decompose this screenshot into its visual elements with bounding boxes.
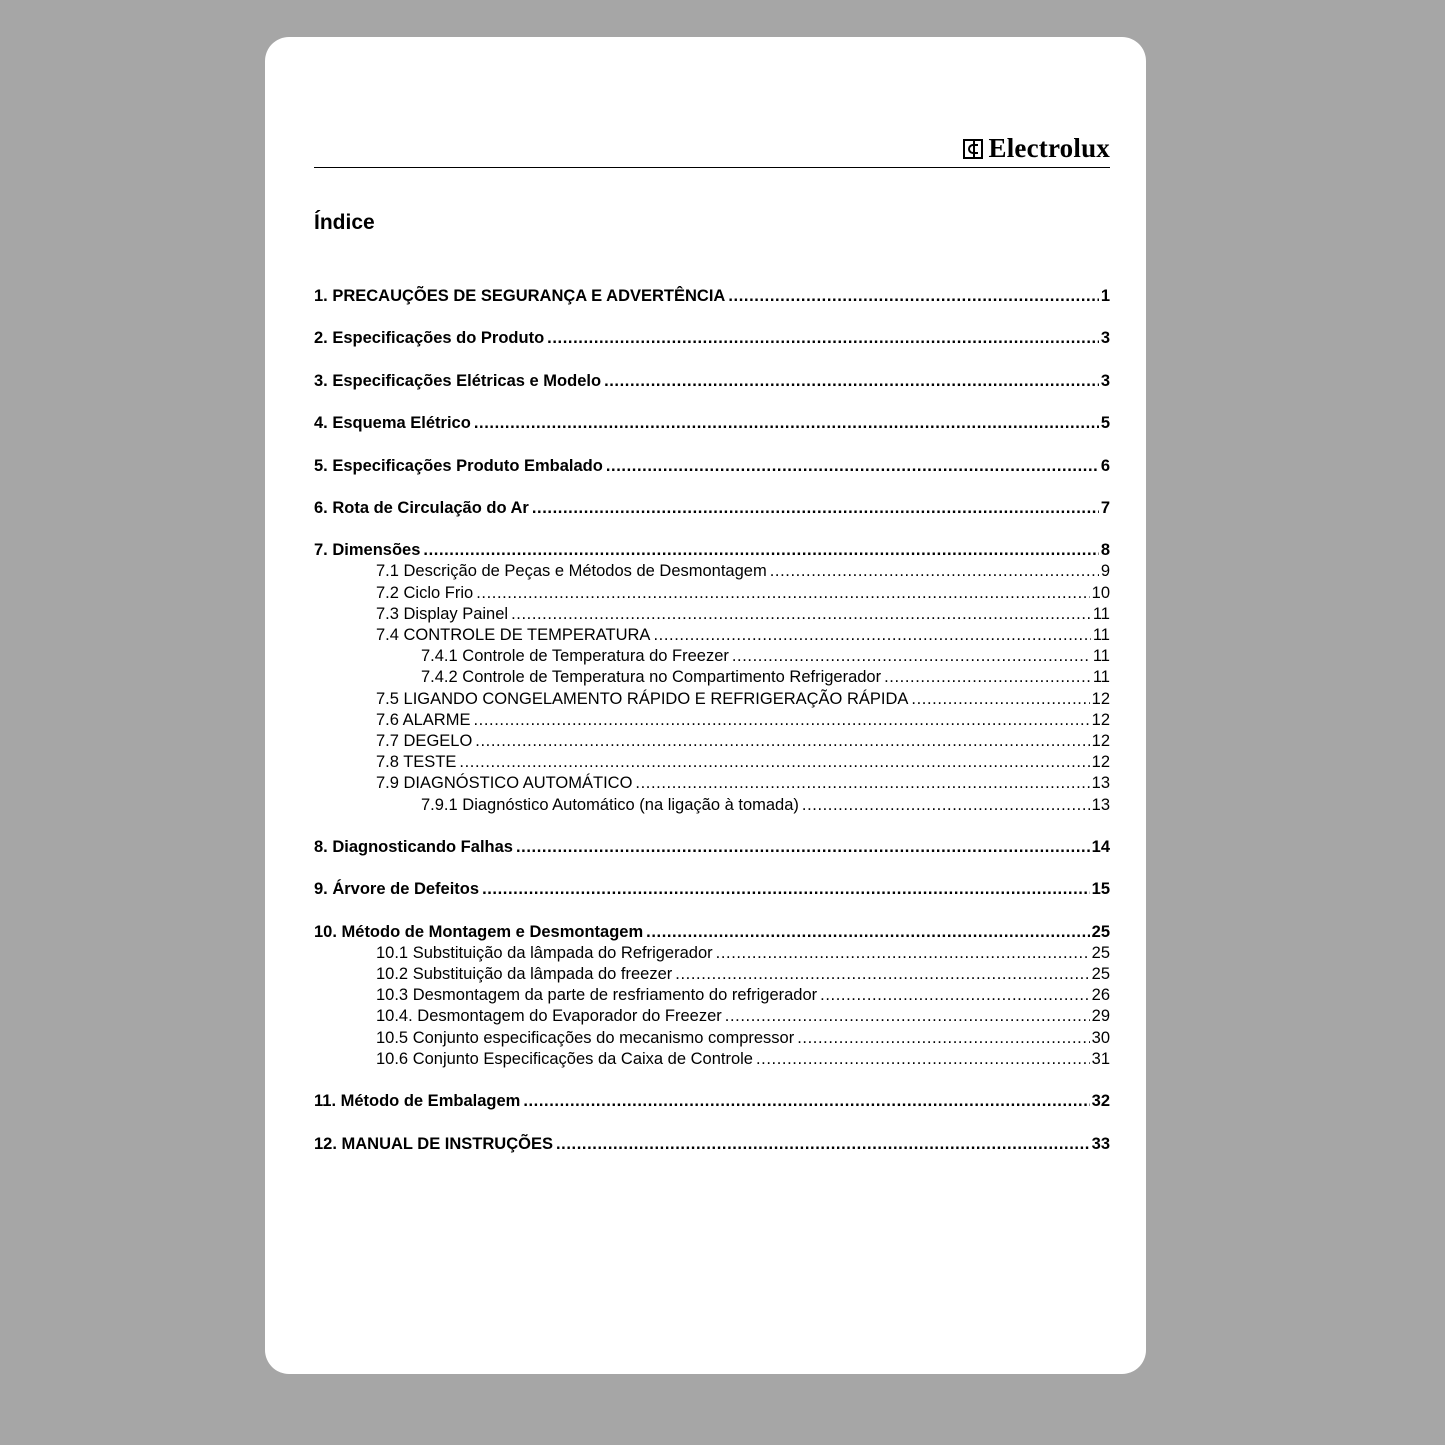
dot-leader <box>725 1006 1090 1027</box>
dot-leader <box>646 922 1090 943</box>
toc-entry-label: 9. Árvore de Defeitos <box>314 880 480 899</box>
toc-entry-label: 7.1 Descrição de Peças e Métodos de Desmontagem <box>376 562 767 581</box>
toc-entry-page-number: 14 <box>1091 837 1110 856</box>
dot-leader <box>547 328 1099 349</box>
toc-entry-label: 7.9 DIAGNÓSTICO AUTOMÁTICO <box>376 774 633 793</box>
toc-entry-label: 10. Método de Montagem e Desmontagem <box>314 922 644 941</box>
toc-entry-page-number: 15 <box>1091 880 1110 899</box>
toc-entry-label: 7.8 TESTE <box>376 753 457 772</box>
toc-entry-page-number: 29 <box>1091 1007 1110 1026</box>
toc-entry-page-number: 13 <box>1091 774 1110 793</box>
toc-entry[interactable] <box>314 731 1110 752</box>
dot-leader <box>459 752 1089 773</box>
toc-entry[interactable] <box>314 371 1110 392</box>
dot-leader <box>556 1134 1090 1155</box>
toc-entry[interactable] <box>314 604 1110 625</box>
dot-leader <box>797 1028 1089 1049</box>
dot-leader <box>635 773 1089 794</box>
toc-entry-page-number: 12 <box>1091 731 1110 750</box>
toc-entry-page-number: 31 <box>1091 1049 1110 1068</box>
dot-leader <box>606 456 1099 477</box>
toc-entry-label: 11. Método de Embalagem <box>314 1092 521 1111</box>
dot-leader <box>728 286 1098 307</box>
toc-entry-page-number: 8 <box>1100 541 1110 560</box>
toc-entry-label: 7.5 LIGANDO CONGELAMENTO RÁPIDO E REFRIGERAÇÃO RÁPIDA <box>376 689 909 708</box>
toc-entry-page-number: 25 <box>1091 965 1110 983</box>
toc-entry[interactable] <box>314 583 1110 604</box>
toc-entry-label: 1. PRECAUÇÕES DE SEGURANÇA E ADVERTÊNCIA <box>314 287 726 305</box>
toc-entry-label: 7.7 DEGELO <box>376 731 473 750</box>
toc-entry[interactable] <box>314 943 1110 964</box>
toc-entry-page-number: 1 <box>1100 287 1110 305</box>
toc-entry[interactable] <box>314 1028 1110 1049</box>
dot-leader <box>820 985 1089 1006</box>
dot-leader <box>473 710 1089 731</box>
page-title: Índice <box>314 211 375 234</box>
toc-entry[interactable] <box>314 837 1110 858</box>
toc-entry-label: 10.3 Desmontagem da parte de resfriamento do refrigerador <box>376 986 818 1005</box>
toc-entry-label: 10.5 Conjunto especificações do mecanismo compressor <box>376 1028 795 1047</box>
toc-entry-page-number: 12 <box>1091 710 1110 729</box>
toc-entry[interactable] <box>314 710 1110 731</box>
toc-entry-label: 7.6 ALARME <box>376 710 471 729</box>
toc-entry-page-number: 11 <box>1092 626 1110 644</box>
dot-leader <box>911 689 1089 710</box>
table-of-contents <box>314 286 1110 1155</box>
toc-entry-label: 4. Esquema Elétrico <box>314 414 471 433</box>
toc-entry-label: 10.6 Conjunto Especificações da Caixa de Controle <box>376 1049 753 1068</box>
dot-leader <box>675 964 1089 985</box>
toc-entry-page-number: 5 <box>1100 414 1110 433</box>
dot-leader <box>474 413 1099 434</box>
page-header <box>314 133 1110 168</box>
toc-entry[interactable] <box>314 985 1110 1006</box>
toc-entry-label: 7.2 Ciclo Frio <box>376 583 474 602</box>
dot-leader <box>604 371 1099 392</box>
brand-name: Electrolux <box>988 133 1110 163</box>
toc-entry-page-number: 12 <box>1091 689 1110 708</box>
toc-entry-page-number: 7 <box>1100 498 1110 517</box>
toc-entry[interactable] <box>314 1091 1110 1112</box>
toc-entry-page-number: 11 <box>1092 604 1110 623</box>
dot-leader <box>516 837 1090 858</box>
dot-leader <box>475 731 1089 752</box>
toc-entry-label: 2. Especificações do Produto <box>314 329 545 348</box>
toc-entry-label: 12. MANUAL DE INSTRUÇÕES <box>314 1134 553 1153</box>
dot-leader <box>511 604 1091 625</box>
toc-entry-page-number: 3 <box>1100 329 1110 348</box>
toc-entry-label: 10.2 Substituição da lâmpada do freezer <box>376 965 673 983</box>
dot-leader <box>756 1049 1090 1070</box>
toc-entry[interactable] <box>314 1049 1110 1070</box>
toc-entry[interactable] <box>314 498 1110 519</box>
toc-entry[interactable] <box>314 752 1110 773</box>
toc-entry-page-number: 13 <box>1091 795 1110 814</box>
toc-entry-page-number: 25 <box>1091 922 1110 941</box>
toc-entry[interactable] <box>314 286 1110 307</box>
toc-entry[interactable] <box>314 561 1110 582</box>
toc-entry[interactable] <box>314 646 1110 667</box>
electrolux-logo-icon <box>963 139 983 159</box>
toc-entry-page-number: 33 <box>1091 1134 1110 1153</box>
toc-entry-page-number: 11 <box>1092 647 1110 666</box>
toc-entry-label: 5. Especificações Produto Embalado <box>314 456 603 475</box>
toc-entry-page-number: 10 <box>1091 583 1110 602</box>
toc-entry-label: 10.4. Desmontagem do Evaporador do Freezer <box>376 1007 722 1026</box>
toc-entry[interactable] <box>314 413 1110 434</box>
toc-entry[interactable] <box>314 328 1110 349</box>
toc-entry-label: 7.3 Display Painel <box>376 604 509 623</box>
toc-entry[interactable] <box>314 625 1110 646</box>
dot-leader <box>732 646 1091 667</box>
toc-entry-label: 3. Especificações Elétricas e Modelo <box>314 371 602 390</box>
dot-leader <box>716 943 1090 964</box>
toc-entry-label: 7.4.1 Controle de Temperatura do Freezer <box>421 647 729 666</box>
toc-entry[interactable] <box>314 689 1110 710</box>
toc-entry-label: 7.4.2 Controle de Temperatura no Compartimento Refrigerador <box>421 668 882 687</box>
toc-entry-label: 8. Diagnosticando Falhas <box>314 837 513 856</box>
dot-leader <box>523 1091 1089 1112</box>
toc-entry[interactable] <box>314 879 1110 900</box>
toc-entry[interactable] <box>314 795 1110 816</box>
dot-leader <box>423 540 1098 561</box>
toc-entry[interactable] <box>314 667 1110 688</box>
toc-entry-page-number: 9 <box>1100 562 1110 581</box>
dot-leader <box>482 879 1090 900</box>
toc-entry[interactable] <box>314 1134 1110 1155</box>
dot-leader <box>884 667 1091 688</box>
toc-entry[interactable] <box>314 456 1110 477</box>
brand-logo <box>963 135 1110 162</box>
toc-entry-page-number: 25 <box>1091 943 1110 962</box>
toc-entry-label: 6. Rota de Circulação do Ar <box>314 498 529 517</box>
toc-entry-page-number: 26 <box>1091 986 1110 1005</box>
dot-leader <box>653 625 1090 646</box>
toc-entry[interactable] <box>314 773 1110 794</box>
toc-entry-label: 7. Dimensões <box>314 541 421 560</box>
toc-entry-label: 10.1 Substituição da lâmpada do Refrigerador <box>376 943 713 962</box>
toc-entry-page-number: 11 <box>1092 668 1110 687</box>
toc-entry-page-number: 12 <box>1091 753 1110 772</box>
document-page <box>265 37 1146 1374</box>
dot-leader <box>532 498 1099 519</box>
toc-entry-page-number: 30 <box>1091 1028 1110 1047</box>
dot-leader <box>802 795 1090 816</box>
dot-leader <box>770 561 1099 582</box>
toc-entry-label: 7.4 CONTROLE DE TEMPERATURA <box>376 626 651 644</box>
toc-entry[interactable] <box>314 964 1110 985</box>
toc-entry[interactable] <box>314 540 1110 561</box>
dot-leader <box>476 583 1089 604</box>
toc-entry-page-number: 3 <box>1100 371 1110 390</box>
toc-entry-page-number: 32 <box>1091 1092 1110 1111</box>
toc-entry-label: 7.9.1 Diagnóstico Automático (na ligação à tomada) <box>421 795 799 814</box>
toc-entry[interactable] <box>314 922 1110 943</box>
toc-entry[interactable] <box>314 1006 1110 1027</box>
toc-entry-page-number: 6 <box>1100 456 1110 475</box>
